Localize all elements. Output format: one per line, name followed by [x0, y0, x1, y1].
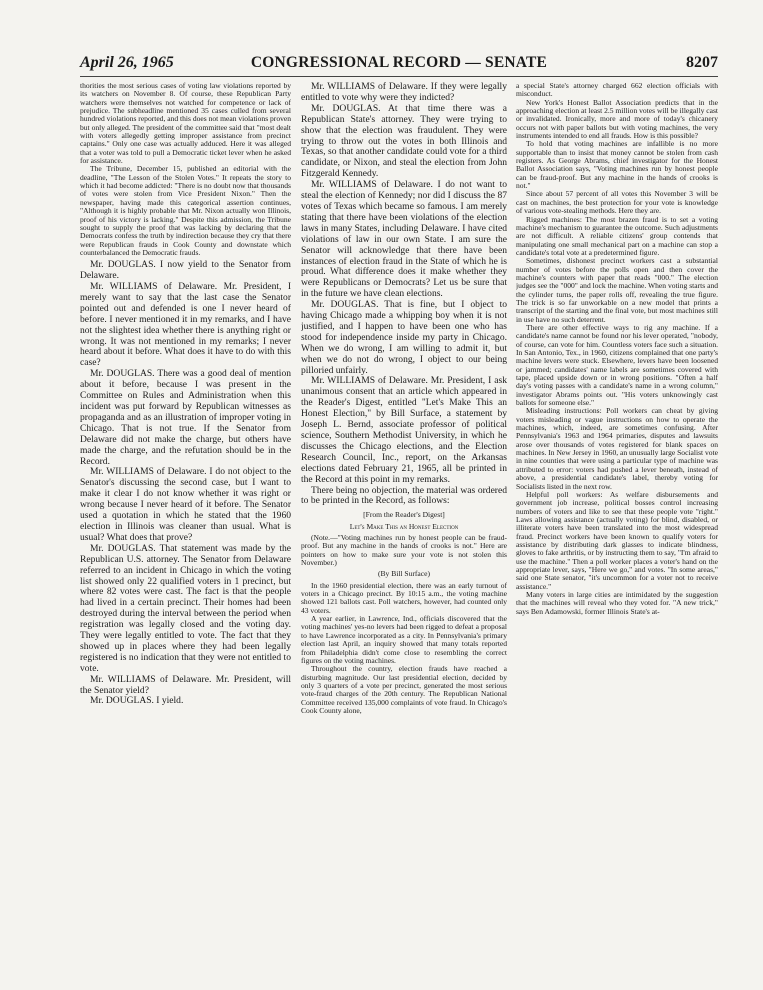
speech-paragraph: Mr. DOUGLAS. That statement was made by the Republican U.S. attorney. The Senator from Delaware referred to an incident in Chicago in which the voting list showed only 22 qualified voters in 1 precinct, but where 82 votes were cast. The fact is that the people had lived in a certain precinct. Their homes had been destroyed during the interval between the period when registration was legally closed and the voting day. They were legally entitled to vote. The fact that they showed up in places where they had been legally registered is no indication that they were not entitled to vote. [80, 542, 291, 674]
column-1 [80, 82, 291, 707]
speech-paragraph: Mr. DOUGLAS. There was a good deal of mention about it before, because I was present in the Committee on Rules and Administration when this incident was put forward by Republican witnesses as propaganda and as an illustration of improper voting in Chicago. That is not true. If the Senator from Delaware did not make the charge, but others have made the charge, and the refutation should be in the Record. [80, 368, 291, 467]
speech-paragraph: Mr. DOUGLAS. I yield. [90, 695, 184, 707]
article-paragraph: Misleading instructions: Poll workers can cheat by giving voters misleading or vague instructions on how to operate the machines, which, indeed, are sometimes confusing. After Pennsylvania's 1963 and 1964 primaries, disputes and lawsuits arose over thousands of votes registered for blank spaces on machines. In New Jersey in 1960, an unusually large Socialist vote in nine counties that were using a particular type of machine was attributed to error: voters had pushed a lever beneath, instead of above, a presidential candidate's label, thereby voting for Socialists listed in the next row. [516, 406, 718, 491]
speech-paragraph: Mr. WILLIAMS of Delaware. If they were legally entitled to vote why were they indicted? [301, 82, 507, 103]
column-3 [516, 82, 718, 616]
header-title: CONGRESSIONAL RECORD — SENATE [250, 54, 548, 71]
speech-paragraph: Mr. DOUGLAS. That is fine, but I object to having Chicago made a whipping boy when it is not justified, and I happen to have been one who has stood for independence inside my party in Chicago. When we do wrong, I am willing to admit it, but when we do not do wrong, I object to our being pilloried unfairly. [301, 299, 507, 376]
speech-paragraph: Mr. WILLIAMS of Delaware. I do not want to steal the election of Kennedy; nor did I discuss the 87 votes of Texas which became so famous. I am merely stating that there have been violations of the election laws in many States, including Delaware. I have cited violations of law in our own State. I am sure the Senator will acknowledge that there have been instances of election fraud in the State of which he is proud. What difference does it make whether they were Republicans or Democrats? Let us be sure that in the future we have clean elections. [301, 179, 507, 300]
paragraph: thorities the most serious cases of voting law violations reported by its watchers on November 8. Of course, these Republican Party watchers were themselves not watched for competence or lack of prejudice. The subheadline mentioned 35 cases culled from several hundred violations reported, and this does not mean violations proven but only alleged. The president of the committee said that "most dealt with voters allegedly getting improper assistance from precinct captains." Only one case was actually adduced. Here it was alleged that a voter was told to pull a Democratic ticket lever when he asked for assistance. [80, 82, 291, 166]
article-paragraph: New York's Honest Ballot Association predicts that in the approaching election at least 2.5 million votes will be illegally cast or invalidated. Ironically, more and more of today's chicanery occurs not with paper ballots but with voting machines, the very instruments intended to end all frauds. How is this possible? [516, 97, 718, 141]
page-header [80, 54, 718, 77]
article-paragraph: A year earlier, in Lawrence, Ind., officials discovered that the voting machines' yes-no levers had been rigged to defeat a proposal to have Lawrence incorporated as a city. In Pennsylvania's primary election last April, an inquiry showed that many totals reported from Philadelphia didn't come close to resembling the correct figures on the voting machines. [301, 614, 507, 665]
speech-paragraph: Mr. WILLIAMS of Delaware. Mr. President, will the Senator yield? [80, 673, 291, 696]
article-source: [From the Reader's Digest] [363, 510, 445, 520]
column-2 [301, 82, 507, 715]
header-date: April 26, 1965 [80, 54, 174, 71]
article-paragraph: Helpful poll workers: As welfare disbursements and government job increase, political bosses control increasing numbers of voters and like to see that these people vote "right." Laws allowing assistance (actually voting) for blind, disabled, or illiterate voters have been translated into the most widespread fraud. Precinct workers have been known to qualify voters for assistance by distributing dark glasses to indicate blindness, gloves to fake arthritis, or by instructing them to say, "I'm afraid to use the machine." Then a poll worker places a voter's hand on the appropriate lever, says, "Here we go," and votes. "In some areas," said one State senator, "it's uncommon for a voter not to receive assistance." [516, 489, 718, 591]
speech-paragraph: Mr. DOUGLAS. I now yield to the Senator from Delaware. [80, 259, 291, 282]
header-page-number: 8207 [686, 54, 718, 71]
byline: (By Bill Surface) [378, 569, 430, 579]
editor-note: (Note.—"Voting machines run by honest people can be fraud-proof. But any machine in the hands of crooks is not." Here are pointers on how to make sure your vote is not stolen this November.) [301, 533, 507, 568]
article-paragraph: Rigged machines: The most brazen fraud is to set a voting machine's mechanism to guarantee the outcome. Such adjustments are not difficult. A reliable citizens' group contends that manipulating one small mechanical part on a machine can stop a candidate's total vote at a predetermined figure. [516, 214, 718, 257]
article-paragraph: Sometimes, dishonest precinct workers cast a substantial number of votes before the polls open and then cover the machine's counters with paper that reads "000." The election judges see the "000" and lock the machine. When voting starts and the cylinder turns, the paper rolls off, revealing the true figure. The trick is so far unworkable on a new model that prints a transcript of the starting and the final vote, but most machines still in use have no such deterrent. [516, 256, 718, 324]
speech-paragraph: Mr. DOUGLAS. At that time there was a Republican State's attorney. They were trying to show that the election was fraudulent. They were trying to throw out the votes in both Illinois and Texas, so that another candidate could vote for a third candidate, or Nixon, and steal the election from John Fitzgerald Kennedy. [301, 102, 507, 180]
article-title: Let's Make This an Honest Election [349, 521, 459, 531]
article-paragraph: a special State's attorney charged 662 election officials with misconduct. [516, 82, 718, 99]
article-paragraph: Since about 57 percent of all votes this November 3 will be cast on machines, the best protection for your vote is knowledge of various vote-stealing methods. Here they are. [516, 189, 718, 216]
article-paragraph: In the 1960 presidential election, there was an early turnout of voters in a Chicago precinct. By 10:15 a.m., the voting machine showed 121 ballots cast. Poll watchers, however, had counted only 43 voters. [301, 580, 507, 615]
article-paragraph: There are other effective ways to rig any machine. If a candidate's name cannot be found nor his lever operated, "nobody, of course, can vote for him. Countless voters face such a situation. In San Antonio, Tex., in 1960, citizens complained that one party's machine levers were stuck. Elsewhere, levers have been loosened or jammed; candidates' name labels are sometimes covered with tape, placed upside down or in wrong positions. "Often a half day's voting passes with a candidate's name in a wrong column," investigator Abrams points out. "His voters unknowingly cast ballots for someone else." [516, 322, 718, 408]
article-paragraph: Many voters in large cities are intimidated by the suggestion that the machines will reveal who they voted for. "A new trick," says Ben Adamowski, former Illinois State's at- [516, 589, 718, 616]
speech-paragraph: Mr. WILLIAMS of Delaware. Mr. President, I merely want to say that the last case the Senator pointed out and defended is one I never heard of before. I never mentioned it in my remarks, and I have not the slightest idea whether there is anything right or wrong. It was not mentioned in my remarks; I never heard about it before. What does it have to do with this case? [80, 281, 291, 369]
speech-paragraph: Mr. WILLIAMS of Delaware. I do not object to the Senator's discussing the second case, but I want to make it clear I do not know whether it was right or wrong because I never heard of it before. The Senator used a quotation in which he stated that the 1960 election in Illinois was cleaner than usual. What is usual? What does that prove? [80, 466, 291, 543]
paragraph: The Tribune, December 15, published an editorial with the deadline, "The Lesson of the Stolen Votes." It repeats the story to which it had become addicted: "There is no doubt now that thousands of votes were stolen from Vice President Nixon." Then the newspaper, having made this categorical assertion continues, "Although it is highly probable that Mr. Nixon actually won Illinois, proof of his victory is lacking." Despite this admission, the Tribune sought to supply the proof that was lacking by declaring that the Democrats confess the truth by indirection because they cry that there were Republican frauds in Cook County and downstate which counterbalanced the Democratic frauds. [80, 164, 291, 257]
speech-paragraph: Mr. WILLIAMS of Delaware. Mr. President, I ask unanimous consent that an article which appeared in the Reader's Digest, entitled "Let's Make This an Honest Election," by Bill Surface, a statement by Joseph L. Bernd, associate professor of political science, Southern Methodist University, in which he discusses the Chicago elections, and the Election Research Council, Inc., report, on the Arkansas elections dated February 21, 1965, all be printed in the Record at this point in my remarks. [301, 375, 507, 485]
article-paragraph: Throughout the country, election frauds have reached a disturbing magnitude. Our last presidential election, decided by only 3 quarters of a vote per precinct, generated the most serious vote-fraud charges of the 20th century. The Republican National Committee received 135,000 complaints of vote fraud. In Chicago's Cook County alone, [301, 664, 507, 715]
article-paragraph: To hold that voting machines are infallible is no more supportable than to insist that money cannot be stolen from cash registers. As George Abrams, chief investigator for the Honest Ballot Association says, "Voting machines run by honest people can be fraud-proof. But any machine in the hands of crooks is not." [516, 139, 718, 191]
speech-paragraph: There being no objection, the material was ordered to be printed in the Record, as follows: [301, 484, 507, 507]
